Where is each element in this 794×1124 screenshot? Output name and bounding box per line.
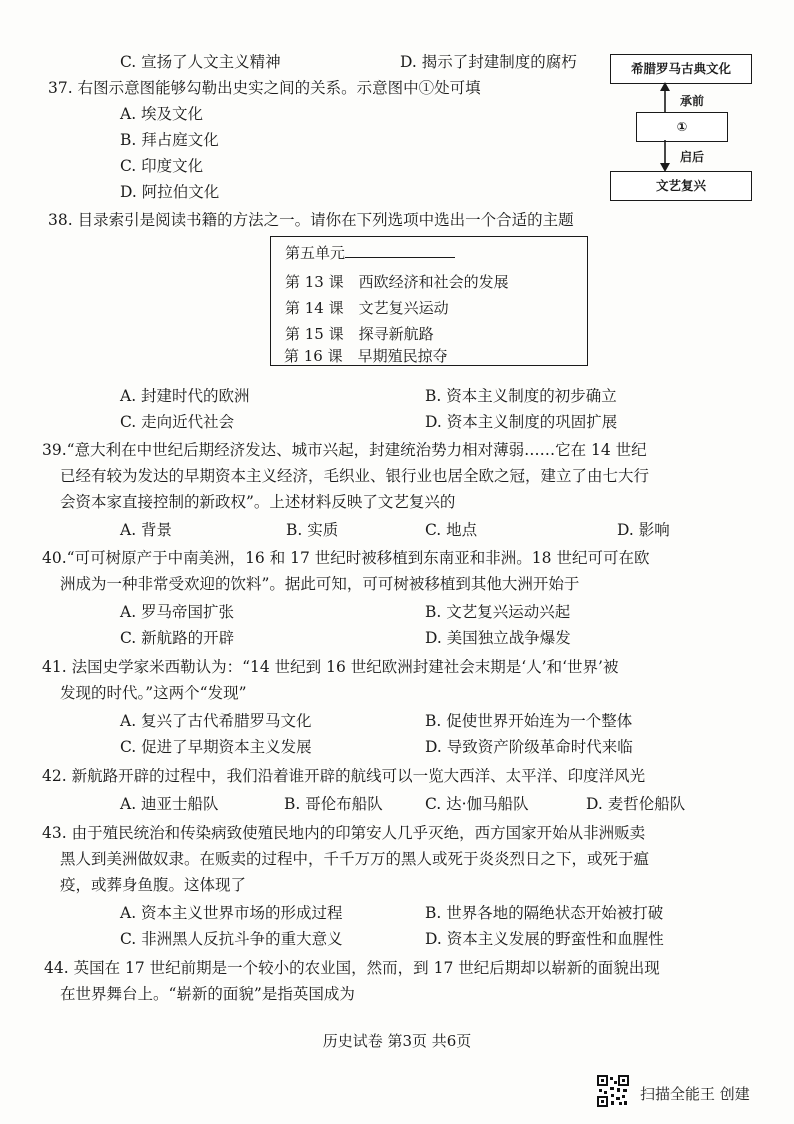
arrow-down-label: 启后	[680, 150, 705, 164]
q41-option-d: D. 导致资产阶级革命时代来临	[425, 738, 633, 756]
q37-stem: 37. 右图示意图能够勾勒出史实之间的关系。示意图中①处可填	[48, 79, 481, 97]
q38-option-a: A. 封建时代的欧洲	[120, 387, 250, 405]
q43-option-d: D. 资本主义发展的野蛮性和血腥性	[425, 930, 664, 948]
q43-option-b: B. 世界各地的隔绝状态开始被打破	[425, 904, 664, 922]
q39-option-a: A. 背景	[120, 521, 173, 539]
diagram-bottom-box: 文艺复兴	[610, 171, 752, 201]
q38-option-d: D. 资本主义制度的巩固扩展	[425, 413, 618, 431]
arrow-up-label: 承前	[680, 94, 705, 108]
q41-option-c: C. 促进了早期资本主义发展	[120, 738, 312, 756]
diagram-top-box: 希腊罗马古典文化	[610, 54, 752, 84]
q42-option-d: D. 麦哲伦船队	[586, 795, 686, 813]
q42-option-b: B. 哥伦布船队	[284, 795, 383, 813]
q39-line-2: 已经有较为发达的早期资本主义经济，毛织业、银行业也居全欧之冠，建立了由七大行	[60, 467, 650, 485]
q39-option-d: D. 影响	[617, 521, 670, 539]
q41-option-a: A. 复兴了古代希腊罗马文化	[120, 712, 312, 730]
q42-stem: 42. 新航路开辟的过程中，我们沿着谁开辟的航线可以一览大西洋、太平洋、印度洋风光	[42, 767, 646, 785]
q39-line-3: 会资本家直接控制的新政权”。上述材料反映了文艺复兴的	[60, 493, 456, 511]
catalog-lesson-15: 第 15 课 探寻新航路	[285, 325, 434, 343]
catalog-lesson-13: 第 13 课 西欧经济和社会的发展	[285, 273, 509, 291]
q36-option-c: C. 宣扬了人文主义精神	[120, 53, 281, 71]
q37-option-a: A. 埃及文化	[120, 105, 204, 123]
q39-option-c: C. 地点	[425, 521, 478, 539]
q40-option-c: C. 新航路的开辟	[120, 629, 235, 647]
q37-option-d: D. 阿拉伯文化	[120, 183, 220, 201]
q40-line-1: 40.“可可树原产于中南美洲，16 和 17 世纪时被移植到东南亚和非洲。18 世纪可可在欧	[42, 549, 650, 567]
q43-line-2: 黑人到美洲做奴隶。在贩卖的过程中，千千万万的黑人或死于炎炎烈日之下，或死于瘟	[60, 850, 650, 868]
q41-line-2: 发现的时代。”这两个“发现”	[60, 684, 247, 702]
arrow-down-icon	[655, 140, 675, 172]
catalog-unit-label: 第五单元	[285, 244, 346, 262]
q38-stem: 38. 目录索引是阅读书籍的方法之一。请你在下列选项中选出一个合适的主题	[48, 211, 574, 229]
arrow-up-icon	[655, 82, 675, 114]
q36-option-d: D. 揭示了封建制度的腐朽	[400, 53, 577, 71]
catalog-lesson-16: 第 16 课 早期殖民掠夺	[284, 347, 448, 365]
q40-option-d: D. 美国独立战争爆发	[425, 629, 571, 647]
qr-code-icon	[597, 1075, 629, 1107]
diagram-middle-box: ①	[636, 112, 728, 142]
q43-line-1: 43. 由于殖民统治和传染病致使殖民地内的印第安人几乎灭绝，西方国家开始从非洲贩卖	[42, 824, 646, 842]
q40-option-b: B. 文艺复兴运动兴起	[425, 603, 571, 621]
q41-option-b: B. 促使世界开始连为一个整体	[425, 712, 633, 730]
q37-option-b: B. 拜占庭文化	[120, 131, 219, 149]
q38-option-c: C. 走向近代社会	[120, 413, 235, 431]
q40-line-2: 洲成为一种非常受欢迎的饮料”。据此可知，可可树被移植到其他大洲开始于	[60, 575, 580, 593]
q39-option-b: B. 实质	[286, 521, 339, 539]
catalog-lesson-14: 第 14 课 文艺复兴运动	[285, 299, 449, 317]
scanner-watermark: 扫描全能王 创建	[640, 1085, 750, 1103]
q38-option-b: B. 资本主义制度的初步确立	[425, 387, 617, 405]
q42-option-c: C. 达·伽马船队	[425, 795, 529, 813]
q37-option-c: C. 印度文化	[120, 157, 204, 175]
q40-option-a: A. 罗马帝国扩张	[120, 603, 235, 621]
q44-line-2: 在世界舞台上。“崭新的面貌”是指英国成为	[60, 985, 355, 1003]
q44-line-1: 44. 英国在 17 世纪前期是一个较小的农业国，然而，到 17 世纪后期却以崭新的面貌出现	[44, 959, 660, 977]
q39-line-1: 39.“意大利在中世纪后期经济发达、城市兴起，封建统治势力相对薄弱……它在 14 世纪	[42, 441, 647, 459]
catalog-blank	[345, 243, 455, 258]
q43-line-3: 疫，或葬身鱼腹。这体现了	[60, 876, 247, 894]
q43-option-a: A. 资本主义世界市场的形成过程	[120, 904, 343, 922]
q43-option-c: C. 非洲黑人反抗斗争的重大意义	[120, 930, 343, 948]
q42-option-a: A. 迪亚士船队	[120, 795, 219, 813]
page-footer: 历史试卷 第3页 共6页	[322, 1032, 472, 1050]
catalog-unit	[285, 243, 455, 263]
q41-line-1: 41. 法国史学家米西勒认为：“14 世纪到 16 世纪欧洲封建社会末期是‘人’和‘世界’被	[42, 658, 619, 676]
